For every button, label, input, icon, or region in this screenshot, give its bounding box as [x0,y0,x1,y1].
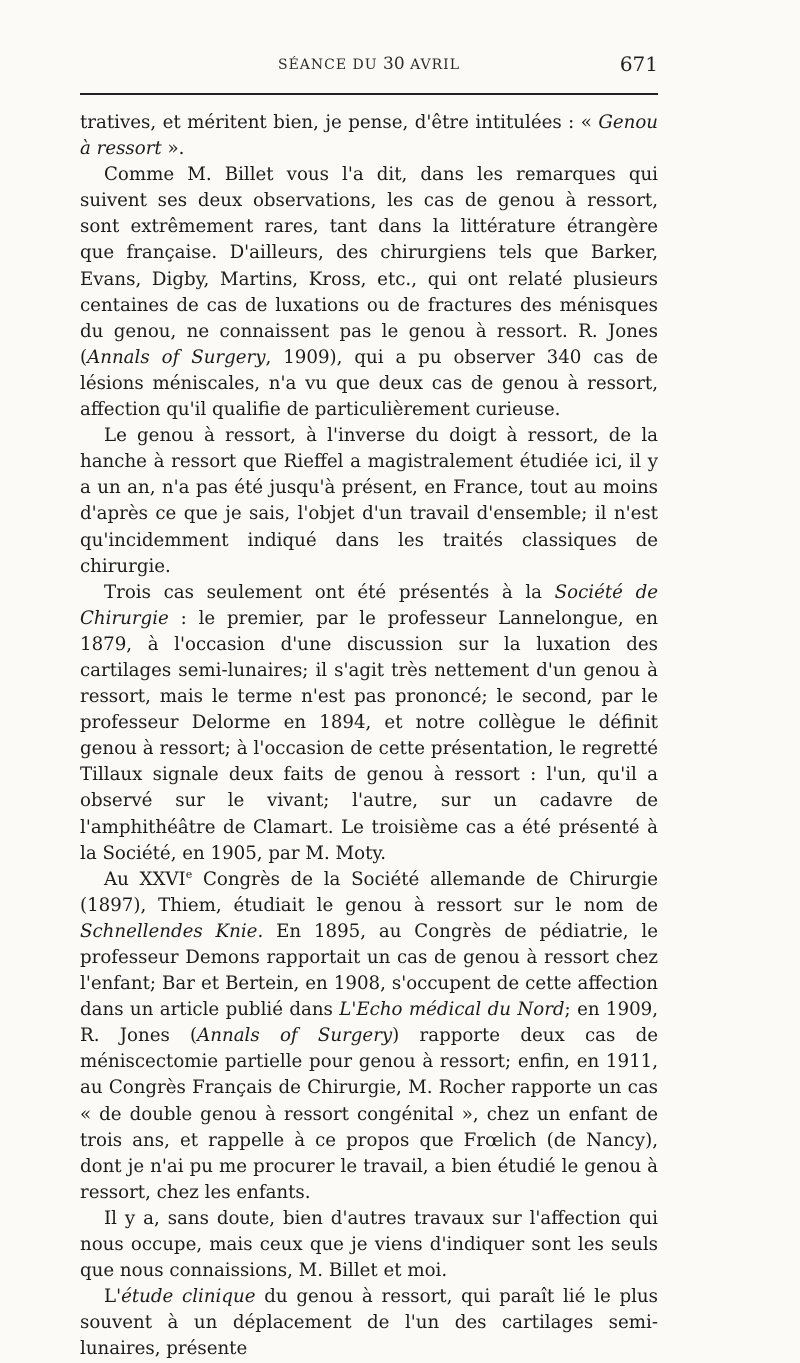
paragraph-2 [80,162,658,423]
text-run: , 1909), qui a pu observer 340 cas de lésions méniscales, n'a vu que deux cas de genou à ressort, affection qu'il qualifie de particulièrement curieuse. [80,346,659,421]
text-run: ) rapporte deux cas de méniscectomie partielle pour genou à ressort; enfin, en 1911, au Congrès Français de Chirurgie, M. Rocher rapporte un cas « de double genou à ressort congénital », chez un enfant de trois ans, et rappelle à ce propos que Frœlich (de Nancy), dont je n'ai pu me procurer le travail, a bien étudié le genou à ressort, chez les enfants. [80,1025,659,1203]
running-head-post: AVRIL [404,57,460,73]
text-run: ». [161,138,185,160]
text-run: du genou à ressort, qui paraît lié le plus souvent à un déplacement de l'un des cartilages semi-lunaires, présente [80,1286,658,1360]
text-run: Il y a, sans doute, bien d'autres travaux sur l'affection qui nous occupe, mais ceux que je viens d'indiquer sont les seuls que nous connaissions, M. Billet et moi. [80,1207,658,1282]
page-header [80,54,658,82]
paragraph-3 [80,423,658,580]
text-run: ; en 1909, R. Jones ( [80,999,659,1047]
text-run: Au XXVI [104,868,186,890]
italic-journal: L'Echo médical du Nord [339,999,565,1021]
paragraph-5 [80,867,658,1206]
italic-term: étude clinique [121,1286,256,1308]
paragraph-6 [80,1206,658,1284]
text-run: Comme M. Billet vous l'a dit, dans les remarques qui suivent ses deux observations, les cas de genou à ressort, sont extrêmement rares, tant dans la littérature étrangère que française. D'ailleurs, des chirurgiens tels que Barker, Evans, Digby, Martins, Kross, etc., qui ont relaté plusieurs centaines de cas de luxations ou de fractures des ménisques du genou, ne connaissent pas le genou à ressort. R. Jones ( [80,164,658,368]
paragraph-1 [80,110,658,162]
text-run: : le premier, par le professeur Lannelongue, en 1879, à l'occasion d'une discussion sur la luxation des cartilages semi-lunaires; il s'agit très nettement d'un genou à ressort, mais le terme n'est pas prononcé; le second, par le professeur Delorme en 1894, et notre collègue le définit genou à ressort; à l'occasion de cette présentation, le regretté Tillaux signale deux faits de genou à ressort : l'un, qu'il a observé sur le vivant; l'autre, sur un cadavre de l'amphithéâtre de Clamart. Le troisième cas a été présenté à la Société, en 1905, par M. Moty. [80,607,658,864]
text-run: L' [104,1286,122,1308]
italic-term: Schnellendes Knie [80,920,258,942]
text-run: Trois cas seulement ont été présentés à la [104,581,555,603]
italic-society: Société de Chirurgie [80,581,658,629]
paragraph-4 [80,580,658,867]
running-head [80,54,658,74]
italic-journal: Annals of Surgery [197,1025,393,1047]
page-number: 671 [619,52,658,76]
text-run: . En 1895, au Congrès de pédiatrie, le professeur Demons rapportait un cas de genou à ressort chez l'enfant; Bar et Bertein, en 1908, s'occupent de cette affection dans un article publié dans [80,920,658,1021]
header-rule [80,93,658,95]
body-text [80,110,658,1363]
running-head-pre: SÉANCE DU [277,57,384,73]
superscript: e [185,867,193,881]
text-run: Congrès de la Société allemande de Chirurgie (1897), Thiem, étudiait le genou à ressort sur le nom de [80,868,658,916]
text-run: Le genou à ressort, à l'inverse du doigt à ressort, de la hanche à ressort que Rieffel a magistralement étudiée ici, il y a un an, n'a pas été jusqu'à présent, en France, tout au moins d'après ce que je sais, l'objet d'un travail d'ensemble; il n'est qu'incidemment indiqué dans les traités classiques de chirurgie. [80,425,658,577]
text-run: tratives, et méritent bien, je pense, d'être intitulées : « [80,112,599,133]
italic-title: Genou à ressort [80,112,658,160]
paragraph-7 [80,1284,658,1362]
running-head-number: 30 [383,54,405,74]
italic-journal: Annals of Surgery [87,346,266,368]
